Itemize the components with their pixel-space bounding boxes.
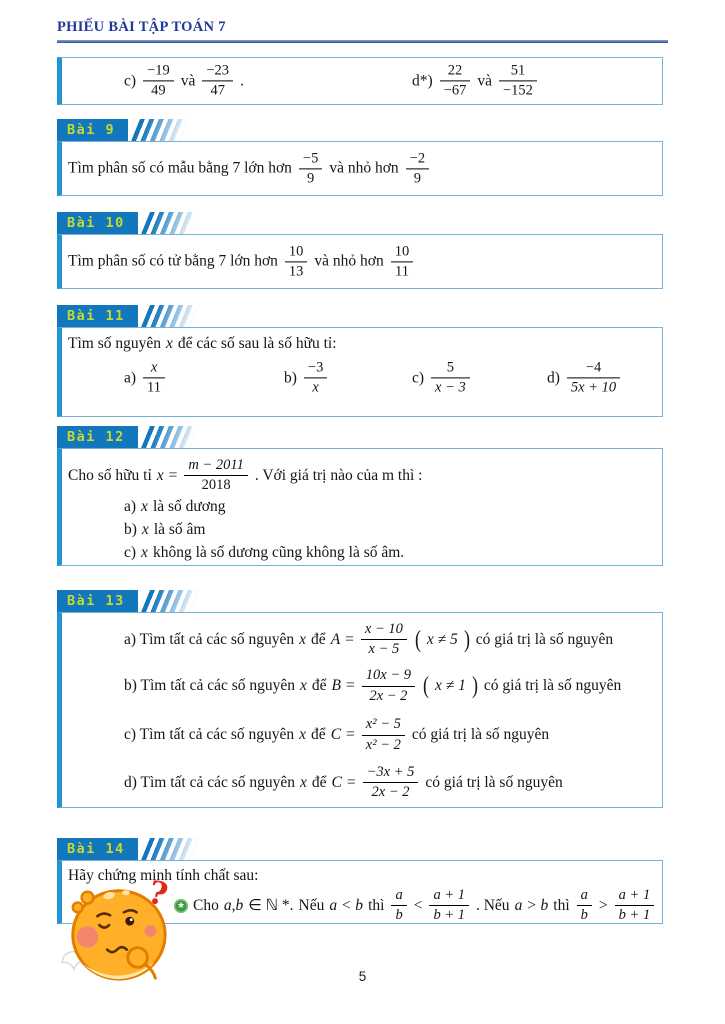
denominator: x − 3	[435, 379, 466, 396]
math-letter: C	[331, 773, 342, 791]
fraction	[285, 243, 308, 280]
fraction	[499, 62, 537, 99]
fraction	[440, 62, 471, 99]
denominator: 11	[147, 379, 162, 396]
exercise-box	[57, 612, 663, 808]
equals-sign: =	[346, 677, 355, 694]
page-title: PHIẾU BÀI TẬP TOÁN 7	[57, 19, 226, 35]
exercise-statement	[68, 243, 415, 280]
math-variable: x	[299, 630, 307, 648]
part-d-row	[412, 62, 539, 99]
statement-text: b) Tìm tất cả các số nguyên	[124, 677, 296, 694]
equals-sign: =	[346, 773, 356, 791]
greater-than-sign: >	[598, 896, 608, 914]
exercise-badge-label: Bài 14	[57, 838, 138, 860]
exercise-box	[57, 448, 663, 566]
statement-text: Tìm phân số có tử bằng 7 lớn hơn	[68, 252, 278, 270]
fraction	[362, 716, 405, 753]
numerator: 5	[431, 359, 470, 378]
period: .	[240, 72, 244, 89]
equals-sign: =	[168, 466, 178, 484]
statement-text: và nhỏ hơn	[314, 252, 384, 270]
exercise-badge	[57, 838, 663, 860]
exercise-box	[57, 234, 663, 289]
denominator: 2x − 2	[371, 784, 410, 800]
math-variable: x	[299, 726, 307, 743]
statement-text: Cho số hữu tỉ	[68, 466, 152, 484]
denominator: 13	[288, 263, 304, 279]
denominator: b	[395, 907, 403, 924]
numerator: a + 1	[615, 887, 655, 906]
numerator: 22	[440, 62, 471, 81]
exercise-badge	[57, 305, 663, 327]
fraction	[406, 150, 429, 187]
property-line	[174, 887, 662, 924]
part-label: c)	[124, 72, 137, 89]
numerator: m − 2011	[184, 457, 247, 476]
statement-text: để	[311, 726, 326, 743]
statement-text: và nhỏ hơn	[329, 159, 399, 177]
denominator: b	[580, 907, 588, 924]
denominator: b + 1	[433, 907, 465, 924]
exercise-statement	[68, 335, 662, 353]
numerator: −2	[406, 150, 429, 169]
math-inequality: a > b	[514, 896, 549, 914]
numerator: 10	[391, 243, 414, 262]
fraction	[363, 764, 419, 801]
sub-question-c	[124, 710, 662, 760]
denominator: −152	[503, 82, 533, 99]
badge-stripes-decoration	[141, 426, 202, 448]
math-letter: A	[330, 630, 341, 648]
statement-text: có giá trị là số nguyên	[425, 773, 563, 791]
numerator: −3	[304, 359, 327, 378]
exercise-statement	[68, 150, 431, 187]
fraction	[391, 887, 406, 924]
numerator: a	[577, 887, 592, 906]
statement-text: Nếu	[298, 896, 325, 914]
badge-stripes-decoration	[141, 305, 202, 327]
numerator: 51	[499, 62, 537, 81]
fraction	[143, 359, 165, 396]
math-variables: a,b	[223, 896, 244, 914]
denominator: 2018	[201, 477, 231, 494]
exercise-statement	[68, 457, 662, 494]
part-label: d*)	[412, 72, 433, 89]
close-paren: )	[463, 626, 470, 653]
exercise-badge-label: Bài 9	[57, 119, 128, 141]
statement-text: c) Tìm tất cả các số nguyên	[124, 726, 295, 743]
sub-question-c	[124, 544, 662, 562]
close-paren: )	[471, 673, 478, 699]
numerator: x² − 5	[362, 716, 405, 735]
sub-question-b	[124, 662, 662, 710]
equals-sign: =	[345, 630, 354, 648]
open-paren: (	[423, 673, 429, 699]
numerator: −23	[202, 62, 233, 81]
header-rule	[57, 40, 668, 43]
badge-stripes-decoration	[131, 119, 192, 141]
numerator: x	[143, 359, 165, 378]
fraction	[391, 243, 414, 280]
statement-text: thì	[368, 896, 385, 914]
math-variable: x	[300, 773, 307, 791]
star-glyph: ★	[176, 900, 186, 911]
fraction	[143, 62, 174, 99]
numerator: −4	[567, 359, 620, 378]
sub-question-b	[124, 521, 662, 539]
connector-text: và	[180, 72, 196, 89]
statement-text: d) Tìm tất cả các số nguyên	[124, 773, 296, 791]
exercise-8-continuation	[57, 57, 663, 105]
denominator: x − 5	[368, 641, 400, 657]
fraction	[615, 887, 655, 924]
exercise-box	[57, 327, 663, 417]
less-than-sign: <	[413, 896, 423, 914]
exercise-badge	[57, 426, 663, 448]
fraction	[361, 621, 407, 658]
denominator: 11	[395, 263, 409, 279]
part-label: a)	[124, 498, 137, 516]
exercise-badge-label: Bài 12	[57, 426, 138, 448]
math-letter: B	[331, 677, 342, 694]
math-variable: x	[156, 466, 164, 484]
exercise-13	[57, 590, 663, 808]
numerator: 10	[285, 243, 308, 262]
denominator: b + 1	[618, 907, 651, 924]
exercise-badge-label: Bài 13	[57, 590, 138, 612]
exercise-10	[57, 212, 663, 289]
fraction	[567, 359, 620, 396]
condition-text: x ≠ 1	[435, 677, 466, 694]
math-variable: x	[166, 335, 173, 352]
denominator: −67	[443, 82, 467, 99]
option-a	[124, 359, 167, 396]
badge-stripes-decoration	[141, 838, 202, 860]
math-variable: x	[141, 544, 148, 562]
fraction	[362, 667, 415, 704]
fraction	[304, 359, 327, 396]
equals-sign: =	[346, 726, 355, 743]
open-paren: (	[414, 626, 421, 653]
numerator: x − 10	[361, 621, 407, 640]
math-set-symbol: ∈ ℕ *.	[248, 897, 294, 915]
denominator: 9	[306, 170, 315, 186]
statement-text: a) Tìm tất cả các số nguyên	[124, 630, 295, 648]
numerator: a	[391, 887, 406, 906]
question-mark-glyph: ?	[144, 874, 172, 914]
denominator: 9	[413, 170, 421, 186]
exercise-box	[57, 57, 663, 105]
fraction	[429, 887, 469, 924]
exercise-badge-label: Bài 10	[57, 212, 138, 234]
sub-question-a	[124, 498, 662, 516]
connector-text: và	[477, 72, 492, 89]
math-inequality: a < b	[329, 896, 364, 914]
part-label: b)	[124, 521, 137, 539]
statement-text: không là số dương cũng không là số âm.	[152, 544, 405, 562]
math-letter: C	[330, 726, 342, 743]
statement-text: Hãy chứng minh tính chất sau:	[68, 867, 259, 884]
part-label: c)	[412, 369, 425, 386]
part-label: d)	[547, 369, 560, 386]
option-c	[412, 359, 472, 396]
math-variable: x	[300, 677, 307, 694]
denominator: x	[312, 379, 319, 396]
math-variable: x	[141, 521, 149, 539]
statement-text: . Với giá trị nào của m thì :	[254, 466, 423, 484]
statement-text: để	[311, 630, 326, 648]
statement-text: Tìm phân số có mẫu bằng 7 lớn hơn	[68, 159, 292, 177]
option-d	[547, 359, 622, 396]
denominator: 49	[151, 82, 166, 99]
exercise-9	[57, 119, 663, 196]
denominator: 47	[210, 82, 225, 99]
statement-text: là số dương	[152, 498, 226, 516]
numerator: a + 1	[429, 887, 469, 906]
statement-text: để các số sau là số hữu tỉ:	[177, 335, 337, 352]
statement-text: . Nếu	[475, 896, 510, 914]
numerator: −5	[299, 150, 322, 169]
fraction	[184, 457, 247, 494]
answer-options-row	[62, 353, 662, 403]
exercise-11	[57, 305, 663, 417]
fraction	[299, 150, 322, 187]
statement-text: có giá trị là số nguyên	[475, 630, 614, 648]
statement-text: Tìm số nguyên	[68, 335, 161, 352]
statement-text: có giá trị là số nguyên	[483, 677, 622, 694]
exercise-12	[57, 426, 663, 566]
star-circle-icon	[174, 899, 188, 913]
exercise-badge-label: Bài 11	[57, 305, 138, 327]
denominator: 5x + 10	[570, 379, 617, 396]
fraction	[431, 359, 470, 396]
exercise-badge	[57, 212, 663, 234]
exercise-badge	[57, 119, 663, 141]
sub-question-a	[124, 617, 662, 662]
statement-text: là số âm	[153, 521, 206, 539]
statement-text: có giá trị là số nguyên	[411, 726, 550, 743]
statement-text: để	[311, 773, 327, 791]
numerator: 10x − 9	[362, 667, 415, 686]
math-variable: x	[141, 498, 148, 516]
thinking-mascot-image	[58, 874, 176, 991]
sub-question-d	[124, 760, 662, 805]
exercise-box	[57, 141, 663, 196]
numerator: −3x + 5	[363, 764, 419, 783]
fraction	[202, 62, 233, 99]
part-label: c)	[124, 544, 137, 562]
badge-stripes-decoration	[141, 212, 202, 234]
exercise-badge	[57, 590, 663, 612]
fraction	[577, 887, 592, 924]
part-c-row	[124, 62, 244, 99]
badge-stripes-decoration	[141, 590, 202, 612]
statement-text: Cho	[193, 896, 219, 914]
condition-text: x ≠ 5	[426, 630, 458, 648]
part-label: a)	[124, 369, 137, 386]
page-number: 5	[358, 969, 367, 984]
statement-text: để	[311, 677, 327, 694]
denominator: x² − 2	[365, 736, 401, 753]
part-label: b)	[284, 369, 297, 386]
denominator: 2x − 2	[369, 687, 408, 704]
numerator: −19	[143, 62, 174, 81]
option-b	[284, 359, 329, 396]
statement-text: thì	[553, 896, 570, 914]
